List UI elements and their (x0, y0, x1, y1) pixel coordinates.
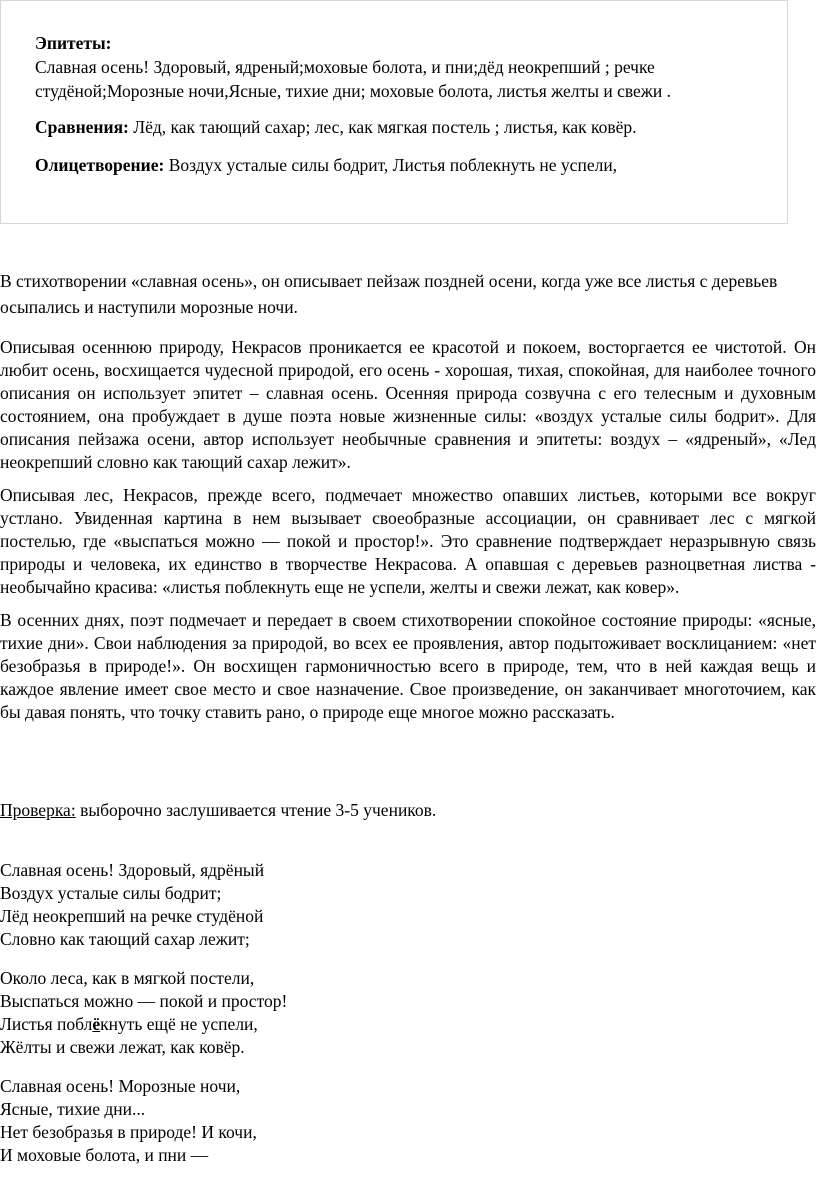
personification-heading: Олицетворение: (35, 155, 165, 175)
poem-stanza-2 (0, 967, 287, 1059)
comparisons-text: Лёд, как тающий сахар; лес, как мягкая постель ; листья, как ковёр. (128, 117, 637, 137)
stress-mark: ё (92, 1014, 101, 1034)
check-line (0, 799, 816, 822)
poem-line: Нет безобразья в природе! И кочи, (0, 1122, 257, 1142)
poem-line: Воздух усталые силы бодрит; (0, 883, 222, 903)
personification-text: Воздух усталые силы бодрит, Листья поблекнуть не успели, (164, 155, 618, 175)
check-label: Проверка: (0, 800, 76, 820)
poem-line: И моховые болота, и пни — (0, 1145, 209, 1165)
paragraph-nature: Описывая осеннюю природу, Некрасов проникается ее красотой и покоем, восторгается ее чистотой. Он любит осень, восхищается чудесной природой, его осень - хорошая, тихая, спокойная, для наиболее точного описания он использует эпитет – славная осень. Осенняя природа созвучна с его телесным и духовным состоянием, она пробуждает в душе поэта новые жизненные силы: «воздух усталые силы бодрит». Для описания пейзажа осени, автор использует необычные сравнения и эпитеты: воздух – «ядреный», «Лед неокрепший словно как тающий сахар лежит». (0, 337, 816, 472)
poem-line: Выспаться можно — покой и простор! (0, 991, 288, 1011)
poem-stanza-1 (0, 859, 264, 951)
comparisons-heading: Сравнения: (35, 117, 129, 137)
poem-line: Славная осень! Морозные ночи, (0, 1076, 241, 1096)
epithets-text: Славная осень! Здоровый, ядреный;моховые болота, и пни;дёд неокрепший ; речке студёной;Морозные ночи,Ясные, тихие дни; моховые болота, листья желты и свежи . (35, 57, 671, 101)
comparisons-line (35, 115, 787, 139)
epithets-heading: Эпитеты: (35, 33, 112, 53)
poem-line: Ясные, тихие дни... (0, 1099, 146, 1119)
paragraph-days: В осенних днях, поэт подмечает и передает в своем стихотворении спокойное состояние природы: «ясные, тихие дни». Свои наблюдения за природой, во всех ее проявления, автор подытоживает восклицанием: «нет безобразья в природе!». Он восхищен гармоничностью всего в природе, тем, что в ней каждая вещь и каждое явление имеет свое место и свое назначение. Свое произведение, он заканчивает многоточием, как бы давая понять, что точку ставить рано, о природе еще многое можно рассказать. (0, 610, 816, 722)
personification-line (35, 153, 787, 177)
poem-stanza-3 (0, 1075, 257, 1167)
paragraph-forest: Описывая лес, Некрасов, прежде всего, подмечает множество опавших листьев, которыми все вокруг устлано. Увиденная картина в нем вызывает своеобразные ассоциации, он сравнивает лес с мягкой постелью, где «выспаться можно — покой и простор!». Это сравнение подтверждает неразрывную связь природы и человека, их единство в творчестве Некрасова. А опавшая с деревьев разноцветная листва - необычайно красива: «листья поблекнуть еще не успели, желты и свежи лежат, как ковер». (0, 485, 816, 597)
check-text: выборочно заслушивается чтение 3-5 учеников. (75, 800, 437, 820)
poem-line: Словно как тающий сахар лежит; (0, 929, 250, 949)
poem-line-accented: Листья поблёкнуть ещё не успели, (0, 1014, 258, 1034)
literary-devices-box (0, 0, 788, 224)
poem-line: Жёлты и свежи лежат, как ковёр. (0, 1037, 245, 1057)
paragraph-intro: В стихотворении «славная осень», он описывает пейзаж поздней осени, когда уже все листья с деревьев осыпались и наступили морозные ночи. (0, 271, 778, 317)
poem-line: Лёд неокрепший на речке студёной (0, 906, 264, 926)
poem-line: Славная осень! Здоровый, ядрёный (0, 860, 265, 880)
poem-line: Около леса, как в мягкой постели, (0, 968, 255, 988)
